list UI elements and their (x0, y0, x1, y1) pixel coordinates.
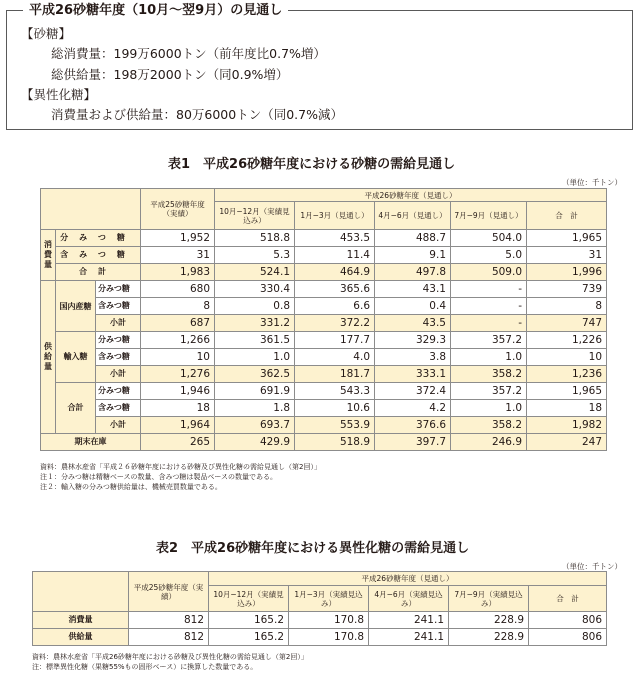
table1-col-q4: 7月−9月（見通し） (451, 202, 527, 230)
table1-col-group: 平成26砂糖年度（見通し） (215, 189, 607, 202)
cell: 10 (141, 349, 215, 366)
row-label: 分みつ糖 (56, 230, 141, 247)
table2-col-q4: 7月−9月（実績見込み） (449, 586, 529, 612)
table1-unit: （単位：千トン） (562, 178, 622, 187)
row-label: 小計 (96, 366, 141, 383)
cell: 358.2 (451, 366, 527, 383)
cell: 361.5 (215, 332, 295, 349)
cell: 1,996 (527, 264, 607, 281)
cell: 1.8 (215, 400, 295, 417)
cell: 4.0 (295, 349, 375, 366)
cell: 372.4 (375, 383, 451, 400)
cell: 241.1 (369, 629, 449, 646)
table-row (41, 349, 607, 366)
cell: 691.9 (215, 383, 295, 400)
cell: 429.9 (215, 434, 295, 451)
cell: 1,946 (141, 383, 215, 400)
table1-col-prev: 平成25砂糖年度（実績） (141, 189, 215, 230)
cell: 693.7 (215, 417, 295, 434)
cell: 10 (527, 349, 607, 366)
table-row (41, 383, 607, 400)
cell: 6.6 (295, 298, 375, 315)
table2-col-total: 合 計 (529, 586, 607, 612)
cell: 228.9 (449, 612, 529, 629)
row-label: 含みつ糖 (56, 247, 141, 264)
cell: 8 (527, 298, 607, 315)
table1-col-q3: 4月−6月（見通し） (375, 202, 451, 230)
cell: - (451, 315, 527, 332)
table-row (41, 247, 607, 264)
cell: 165.2 (209, 612, 289, 629)
cell: 376.6 (375, 417, 451, 434)
cell: 747 (527, 315, 607, 332)
cell: 165.2 (209, 629, 289, 646)
cell: 31 (141, 247, 215, 264)
summary-title: 平成26砂糖年度（10月〜翌9月）の見通し (23, 2, 288, 20)
cell: - (451, 281, 527, 298)
table2-note: 資料：農林水産省「平成26砂糖年度における砂糖及び異性化糖の需給見通し（第2回）」 (32, 653, 308, 661)
cell: 1,276 (141, 366, 215, 383)
cell: 1.0 (215, 349, 295, 366)
table2-unit: （単位：千トン） (562, 562, 622, 571)
cell: 0.8 (215, 298, 295, 315)
table1-col-q1: 10月−12月（実績見込み） (215, 202, 295, 230)
cell: 247 (527, 434, 607, 451)
cell: 812 (129, 629, 209, 646)
cell: 806 (529, 612, 607, 629)
cell: 5.3 (215, 247, 295, 264)
cell: 333.1 (375, 366, 451, 383)
cell: 1,226 (527, 332, 607, 349)
cell: 241.1 (369, 612, 449, 629)
cell: 246.9 (451, 434, 527, 451)
import-label: 輸入糖 (56, 332, 96, 383)
cell: 4.2 (375, 400, 451, 417)
cell: 329.3 (375, 332, 451, 349)
row-label: 含みつ糖 (96, 349, 141, 366)
cell: 9.1 (375, 247, 451, 264)
cell: 228.9 (449, 629, 529, 646)
cell: 5.0 (451, 247, 527, 264)
cell: 518.9 (295, 434, 375, 451)
total-label: 合計 (56, 383, 96, 434)
cell: 739 (527, 281, 607, 298)
cell: 453.5 (295, 230, 375, 247)
isomer-heading: 【異性化糖】 (21, 87, 97, 102)
cell: 31 (527, 247, 607, 264)
table1-note: 注１：分みつ糖は精糖ベースの数量、含みつ糖は製品ベースの数量である。 (40, 473, 278, 481)
table-row (41, 434, 607, 451)
row-label: 小計 (96, 417, 141, 434)
table2-notes (32, 652, 308, 672)
cell: 170.8 (289, 629, 369, 646)
table2-note: 注：標準異性化糖（果糖55%もの固形ベース）に換算した数量である。 (32, 663, 258, 671)
cell: 553.9 (295, 417, 375, 434)
cell: 265 (141, 434, 215, 451)
table2 (32, 571, 607, 646)
table-row (33, 612, 607, 629)
isomer-line: 消費量および供給量：80万6000トン（同0.7%減） (51, 107, 343, 122)
cell: 1,965 (527, 230, 607, 247)
table1-note: 資料：農林水産省「平成２６砂糖年度における砂糖及び異性化糖の需給見通し（第2回）」 (40, 463, 321, 471)
cell: 10.6 (295, 400, 375, 417)
cell: 524.1 (215, 264, 295, 281)
cell: 357.2 (451, 383, 527, 400)
cell: 181.7 (295, 366, 375, 383)
table1-notes (40, 462, 321, 492)
cell: 1,982 (527, 417, 607, 434)
cell: 43.5 (375, 315, 451, 332)
sugar-heading: 【砂糖】 (21, 26, 72, 41)
cell: 397.7 (375, 434, 451, 451)
cell: 358.2 (451, 417, 527, 434)
table-row (41, 315, 607, 332)
sugar-supply: 総供給量：198万2000トン（同0.9%増） (51, 67, 289, 82)
table1-corner (41, 189, 141, 230)
cell: 177.7 (295, 332, 375, 349)
domestic-label: 国内産糖 (56, 281, 96, 332)
consumption-label: 消費量 (41, 230, 56, 281)
cell: 357.2 (451, 332, 527, 349)
table2-col-q2: 1月−3月（実績見込み） (289, 586, 369, 612)
table2-col-q3: 4月−6月（実績見込み） (369, 586, 449, 612)
table-row (41, 264, 607, 281)
table-row (41, 281, 607, 298)
row-label: 消費量 (33, 612, 129, 629)
table-row (33, 629, 607, 646)
cell: 1,983 (141, 264, 215, 281)
sugar-consumption: 総消費量：199万6000トン（前年度比0.7%増） (51, 46, 326, 61)
table-row (41, 230, 607, 247)
cell: 680 (141, 281, 215, 298)
cell: 365.6 (295, 281, 375, 298)
cell: 170.8 (289, 612, 369, 629)
cell: 331.2 (215, 315, 295, 332)
table2-col-prev: 平成25砂糖年度（実績） (129, 572, 209, 612)
row-label: 含みつ糖 (96, 298, 141, 315)
cell: 8 (141, 298, 215, 315)
row-label: 期末在庫 (41, 434, 141, 451)
table-row (41, 298, 607, 315)
row-label: 供給量 (33, 629, 129, 646)
cell: 330.4 (215, 281, 295, 298)
table1-col-total: 合 計 (527, 202, 607, 230)
cell: 687 (141, 315, 215, 332)
row-label: 分みつ糖 (96, 281, 141, 298)
cell: 11.4 (295, 247, 375, 264)
table-row (41, 366, 607, 383)
supply-label: 供給量 (41, 281, 56, 434)
cell: 1,965 (527, 383, 607, 400)
cell: 1.0 (451, 349, 527, 366)
table2-corner (33, 572, 129, 612)
row-label: 小計 (96, 315, 141, 332)
table2-caption: 表2 平成26砂糖年度における異性化糖の需給見通し (156, 541, 470, 556)
row-label: 分みつ糖 (96, 383, 141, 400)
cell: 18 (527, 400, 607, 417)
cell: 504.0 (451, 230, 527, 247)
row-label: 合計 (56, 264, 141, 281)
table-row (41, 417, 607, 434)
row-label: 分みつ糖 (96, 332, 141, 349)
cell: 362.5 (215, 366, 295, 383)
cell: 1,952 (141, 230, 215, 247)
cell: 488.7 (375, 230, 451, 247)
cell: - (451, 298, 527, 315)
row-label: 含みつ糖 (96, 400, 141, 417)
table-row (41, 400, 607, 417)
cell: 1.0 (451, 400, 527, 417)
cell: 497.8 (375, 264, 451, 281)
table1-col-q2: 1月−3月（見通し） (295, 202, 375, 230)
cell: 806 (529, 629, 607, 646)
table2-col-q1: 10月−12月（実績見込み） (209, 586, 289, 612)
cell: 43.1 (375, 281, 451, 298)
cell: 1,964 (141, 417, 215, 434)
cell: 543.3 (295, 383, 375, 400)
table2-col-group: 平成26砂糖年度（見通し） (209, 572, 607, 586)
cell: 3.8 (375, 349, 451, 366)
table-row (41, 332, 607, 349)
cell: 464.9 (295, 264, 375, 281)
cell: 0.4 (375, 298, 451, 315)
cell: 518.8 (215, 230, 295, 247)
cell: 372.2 (295, 315, 375, 332)
cell: 1,236 (527, 366, 607, 383)
cell: 18 (141, 400, 215, 417)
table1 (40, 188, 607, 451)
table1-note: 注２：輸入糖の分みつ糖供給量は、機械売買数量である。 (40, 483, 222, 491)
cell: 812 (129, 612, 209, 629)
cell: 1,266 (141, 332, 215, 349)
summary-box (6, 3, 633, 130)
table1-caption: 表1 平成26砂糖年度における砂糖の需給見通し (168, 157, 456, 172)
cell: 509.0 (451, 264, 527, 281)
